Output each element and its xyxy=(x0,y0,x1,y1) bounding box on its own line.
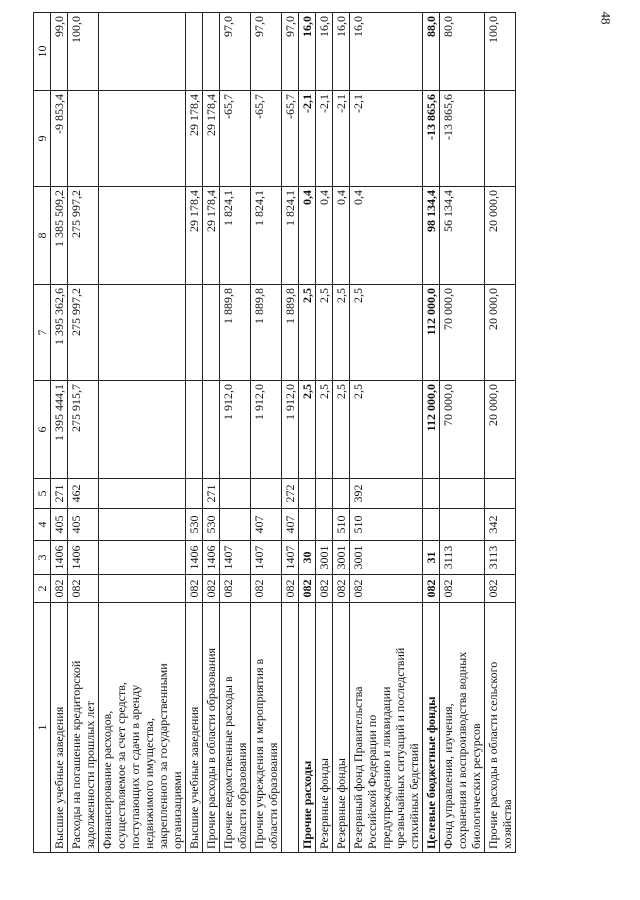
cell-c8: 56 134,4 xyxy=(440,187,485,285)
col-header-2: 2 xyxy=(34,575,51,603)
cell-c6: 2,5 xyxy=(316,381,333,479)
row-label-line: Резервный фонд Правительства xyxy=(351,686,365,849)
row-label-line: Российской Федерации по xyxy=(365,714,379,849)
row-label-line: стихийных бедствий xyxy=(407,743,421,849)
cell-c3: 30 xyxy=(299,541,316,575)
cell-c9: 29 178,4 xyxy=(203,91,220,187)
cell-c2: 082 xyxy=(51,575,68,603)
cell-c6: 1 912,0 xyxy=(282,381,299,479)
cell-c2: 082 xyxy=(423,575,440,603)
table-row xyxy=(99,13,186,853)
cell-c9 xyxy=(68,91,99,187)
cell-c9: -13 865,6 xyxy=(423,91,440,187)
cell-c3: 1407 xyxy=(220,541,251,575)
cell-c2 xyxy=(99,575,186,603)
cell-c8: 0,4 xyxy=(333,187,350,285)
cell-c6: 112 000,0 xyxy=(423,381,440,479)
cell-c5 xyxy=(220,479,251,509)
cell-c8: 1 824,1 xyxy=(251,187,282,285)
row-label xyxy=(186,603,203,853)
col-header-7: 7 xyxy=(34,285,51,381)
col-header-3: 3 xyxy=(34,541,51,575)
table-row xyxy=(423,13,440,853)
row-label-line: задолженности прошлых лет xyxy=(83,701,97,849)
cell-c6: 2,5 xyxy=(350,381,423,479)
row-label-line: Прочие учреждения и мероприятия в xyxy=(252,658,266,849)
cell-c10: 97,0 xyxy=(282,13,299,91)
row-label xyxy=(485,603,516,853)
cell-c10: 100,0 xyxy=(68,13,99,91)
cell-c7: 2,5 xyxy=(316,285,333,381)
row-label xyxy=(316,603,333,853)
table-row xyxy=(186,13,203,853)
cell-c9: -2,1 xyxy=(333,91,350,187)
row-label xyxy=(423,603,440,853)
table-row xyxy=(68,13,99,853)
col-header-10: 10 xyxy=(34,13,51,91)
cell-c5 xyxy=(316,479,333,509)
table-row xyxy=(485,13,516,853)
cell-c5: 271 xyxy=(203,479,220,509)
row-label-line: Прочие расходы xyxy=(300,760,314,849)
row-label-line: Резервные фонды xyxy=(334,758,348,849)
row-label xyxy=(251,603,282,853)
cell-c8: 0,4 xyxy=(350,187,423,285)
cell-c2: 082 xyxy=(350,575,423,603)
cell-c5: 462 xyxy=(68,479,99,509)
row-label-line: поступающих от сдачи в аренду xyxy=(128,684,142,849)
cell-c2: 082 xyxy=(186,575,203,603)
cell-c7: 1 889,8 xyxy=(251,285,282,381)
cell-c10: 16,0 xyxy=(350,13,423,91)
cell-c3 xyxy=(99,541,186,575)
row-label xyxy=(350,603,423,853)
cell-c5 xyxy=(333,479,350,509)
cell-c5: 271 xyxy=(51,479,68,509)
cell-c9: 29 178,4 xyxy=(186,91,203,187)
cell-c5 xyxy=(186,479,203,509)
row-label-line: Целевые бюджетные фонды xyxy=(424,696,438,849)
cell-c3: 1406 xyxy=(68,541,99,575)
cell-c9 xyxy=(485,91,516,187)
cell-c4: 342 xyxy=(485,509,516,541)
cell-c9: -9 853,4 xyxy=(51,91,68,187)
row-label-line: предупреждению и ликвидации xyxy=(379,686,393,849)
row-label xyxy=(282,603,299,853)
cell-c8: 275 997,2 xyxy=(68,187,99,285)
row-label-line: области образования xyxy=(235,742,249,849)
row-label xyxy=(68,603,99,853)
cell-c6 xyxy=(186,381,203,479)
row-label-line: организациями xyxy=(170,771,184,849)
cell-c10: 80,0 xyxy=(440,13,485,91)
cell-c8: 0,4 xyxy=(299,187,316,285)
cell-c10: 16,0 xyxy=(333,13,350,91)
row-label-line: области образования xyxy=(266,742,280,849)
cell-c10: 88,0 xyxy=(423,13,440,91)
cell-c4 xyxy=(440,509,485,541)
col-header-9: 9 xyxy=(34,91,51,187)
cell-c8 xyxy=(99,187,186,285)
cell-c9: -2,1 xyxy=(350,91,423,187)
cell-c5 xyxy=(99,479,186,509)
cell-c2: 082 xyxy=(220,575,251,603)
table-row xyxy=(203,13,220,853)
cell-c2: 082 xyxy=(333,575,350,603)
row-label-line: хозяйства xyxy=(500,799,514,849)
cell-c3: 1406 xyxy=(186,541,203,575)
cell-c5 xyxy=(440,479,485,509)
cell-c7: 1 889,8 xyxy=(220,285,251,381)
cell-c6: 70 000,0 xyxy=(440,381,485,479)
cell-c7: 1 889,8 xyxy=(282,285,299,381)
cell-c5 xyxy=(299,479,316,509)
cell-c7: 112 000,0 xyxy=(423,285,440,381)
cell-c4 xyxy=(299,509,316,541)
cell-c10 xyxy=(99,13,186,91)
cell-c8: 29 178,4 xyxy=(203,187,220,285)
cell-c2: 082 xyxy=(68,575,99,603)
cell-c8: 29 178,4 xyxy=(186,187,203,285)
cell-c7: 2,5 xyxy=(333,285,350,381)
cell-c9: -13 865,6 xyxy=(440,91,485,187)
cell-c8: 20 000,0 xyxy=(485,187,516,285)
row-label-line: Расходы на погашение кредиторской xyxy=(69,660,83,849)
row-label xyxy=(299,603,316,853)
cell-c3: 31 xyxy=(423,541,440,575)
cell-c2: 082 xyxy=(440,575,485,603)
cell-c10 xyxy=(203,13,220,91)
cell-c9 xyxy=(99,91,186,187)
row-label-line: закрепленного за государственными xyxy=(156,663,170,849)
budget-table xyxy=(33,12,516,853)
col-header-4: 4 xyxy=(34,509,51,541)
cell-c4 xyxy=(99,509,186,541)
table-row xyxy=(299,13,316,853)
cell-c4: 405 xyxy=(68,509,99,541)
table-row xyxy=(251,13,282,853)
cell-c5 xyxy=(485,479,516,509)
cell-c10: 97,0 xyxy=(220,13,251,91)
cell-c4 xyxy=(220,509,251,541)
cell-c6: 275 915,7 xyxy=(68,381,99,479)
cell-c7: 70 000,0 xyxy=(440,285,485,381)
cell-c8: 0,4 xyxy=(316,187,333,285)
table-body xyxy=(51,13,516,853)
cell-c6: 1 912,0 xyxy=(220,381,251,479)
cell-c7: 20 000,0 xyxy=(485,285,516,381)
cell-c9: -65,7 xyxy=(251,91,282,187)
cell-c10: 99,0 xyxy=(51,13,68,91)
cell-c3: 3001 xyxy=(316,541,333,575)
cell-c6: 20 000,0 xyxy=(485,381,516,479)
col-header-6: 6 xyxy=(34,381,51,479)
cell-c3: 1406 xyxy=(51,541,68,575)
cell-c6: 2,5 xyxy=(333,381,350,479)
cell-c3: 3113 xyxy=(485,541,516,575)
table-row xyxy=(333,13,350,853)
row-label-line xyxy=(283,606,297,849)
cell-c4: 530 xyxy=(186,509,203,541)
row-label-line: Высшие учебные заведения xyxy=(52,706,66,849)
cell-c4: 510 xyxy=(350,509,423,541)
cell-c10: 16,0 xyxy=(299,13,316,91)
cell-c10 xyxy=(186,13,203,91)
row-label-line: чрезвычайных ситуаций и последствий xyxy=(393,647,407,849)
table-row xyxy=(220,13,251,853)
cell-c7 xyxy=(203,285,220,381)
cell-c9: -2,1 xyxy=(299,91,316,187)
col-header-5: 5 xyxy=(34,479,51,509)
cell-c9: -65,7 xyxy=(282,91,299,187)
cell-c10: 97,0 xyxy=(251,13,282,91)
cell-c5 xyxy=(251,479,282,509)
cell-c4: 510 xyxy=(333,509,350,541)
cell-c2: 082 xyxy=(203,575,220,603)
cell-c6 xyxy=(99,381,186,479)
row-label xyxy=(99,603,186,853)
cell-c4: 405 xyxy=(51,509,68,541)
table-row xyxy=(282,13,299,853)
row-label xyxy=(333,603,350,853)
cell-c3: 1407 xyxy=(282,541,299,575)
cell-c7: 1 395 362,6 xyxy=(51,285,68,381)
cell-c8: 98 134,4 xyxy=(423,187,440,285)
table-row xyxy=(51,13,68,853)
row-label xyxy=(440,603,485,853)
cell-c6: 2,5 xyxy=(299,381,316,479)
cell-c4: 530 xyxy=(203,509,220,541)
cell-c5: 392 xyxy=(350,479,423,509)
cell-c5: 272 xyxy=(282,479,299,509)
cell-c4 xyxy=(316,509,333,541)
cell-c4: 407 xyxy=(251,509,282,541)
row-label-line: недвижимого имущества, xyxy=(142,718,156,849)
cell-c4 xyxy=(423,509,440,541)
cell-c6: 1 912,0 xyxy=(251,381,282,479)
row-label-line: Прочие ведомственные расходы в xyxy=(221,676,235,849)
cell-c9: -65,7 xyxy=(220,91,251,187)
cell-c3: 3001 xyxy=(350,541,423,575)
cell-c10: 100,0 xyxy=(485,13,516,91)
cell-c7: 275 997,2 xyxy=(68,285,99,381)
col-header-8: 8 xyxy=(34,187,51,285)
table-row xyxy=(316,13,333,853)
cell-c7 xyxy=(186,285,203,381)
cell-c2: 082 xyxy=(251,575,282,603)
row-label-line: сохранения и воспроизводства водных xyxy=(455,651,469,849)
cell-c10: 16,0 xyxy=(316,13,333,91)
cell-c3: 1407 xyxy=(251,541,282,575)
table-row xyxy=(350,13,423,853)
cell-c6 xyxy=(203,381,220,479)
row-label-line: Резервные фонды xyxy=(317,758,331,849)
budget-table-rotated xyxy=(33,13,603,853)
row-label-line: биологических ресурсов xyxy=(469,723,483,849)
cell-c3: 3113 xyxy=(440,541,485,575)
row-label-line: Прочие расходы в области сельского xyxy=(486,661,500,849)
cell-c2: 082 xyxy=(316,575,333,603)
header-row xyxy=(34,13,51,853)
cell-c8: 1 385 509,2 xyxy=(51,187,68,285)
cell-c7 xyxy=(99,285,186,381)
cell-c9: -2,1 xyxy=(316,91,333,187)
row-label xyxy=(203,603,220,853)
cell-c6: 1 395 444,1 xyxy=(51,381,68,479)
row-label xyxy=(51,603,68,853)
cell-c3: 3001 xyxy=(333,541,350,575)
row-label-line: Финансирование расходов, xyxy=(100,710,114,849)
cell-c8: 1 824,1 xyxy=(220,187,251,285)
cell-c2: 082 xyxy=(485,575,516,603)
cell-c4: 407 xyxy=(282,509,299,541)
row-label-line: Высшие учебные заведения xyxy=(187,706,201,849)
row-label-line: Прочие расходы в области образования xyxy=(204,647,218,849)
cell-c5 xyxy=(423,479,440,509)
row-label-line: Фонд управления, изучения, xyxy=(441,703,455,849)
cell-c2: 082 xyxy=(299,575,316,603)
page-number: 48 xyxy=(598,11,614,25)
cell-c2: 082 xyxy=(282,575,299,603)
table-row xyxy=(440,13,485,853)
col-header-1: 1 xyxy=(34,603,51,853)
cell-c7: 2,5 xyxy=(299,285,316,381)
cell-c8: 1 824,1 xyxy=(282,187,299,285)
cell-c7: 2,5 xyxy=(350,285,423,381)
row-label-line: осуществляемое за счет средств, xyxy=(114,682,128,849)
cell-c3: 1406 xyxy=(203,541,220,575)
row-label xyxy=(220,603,251,853)
